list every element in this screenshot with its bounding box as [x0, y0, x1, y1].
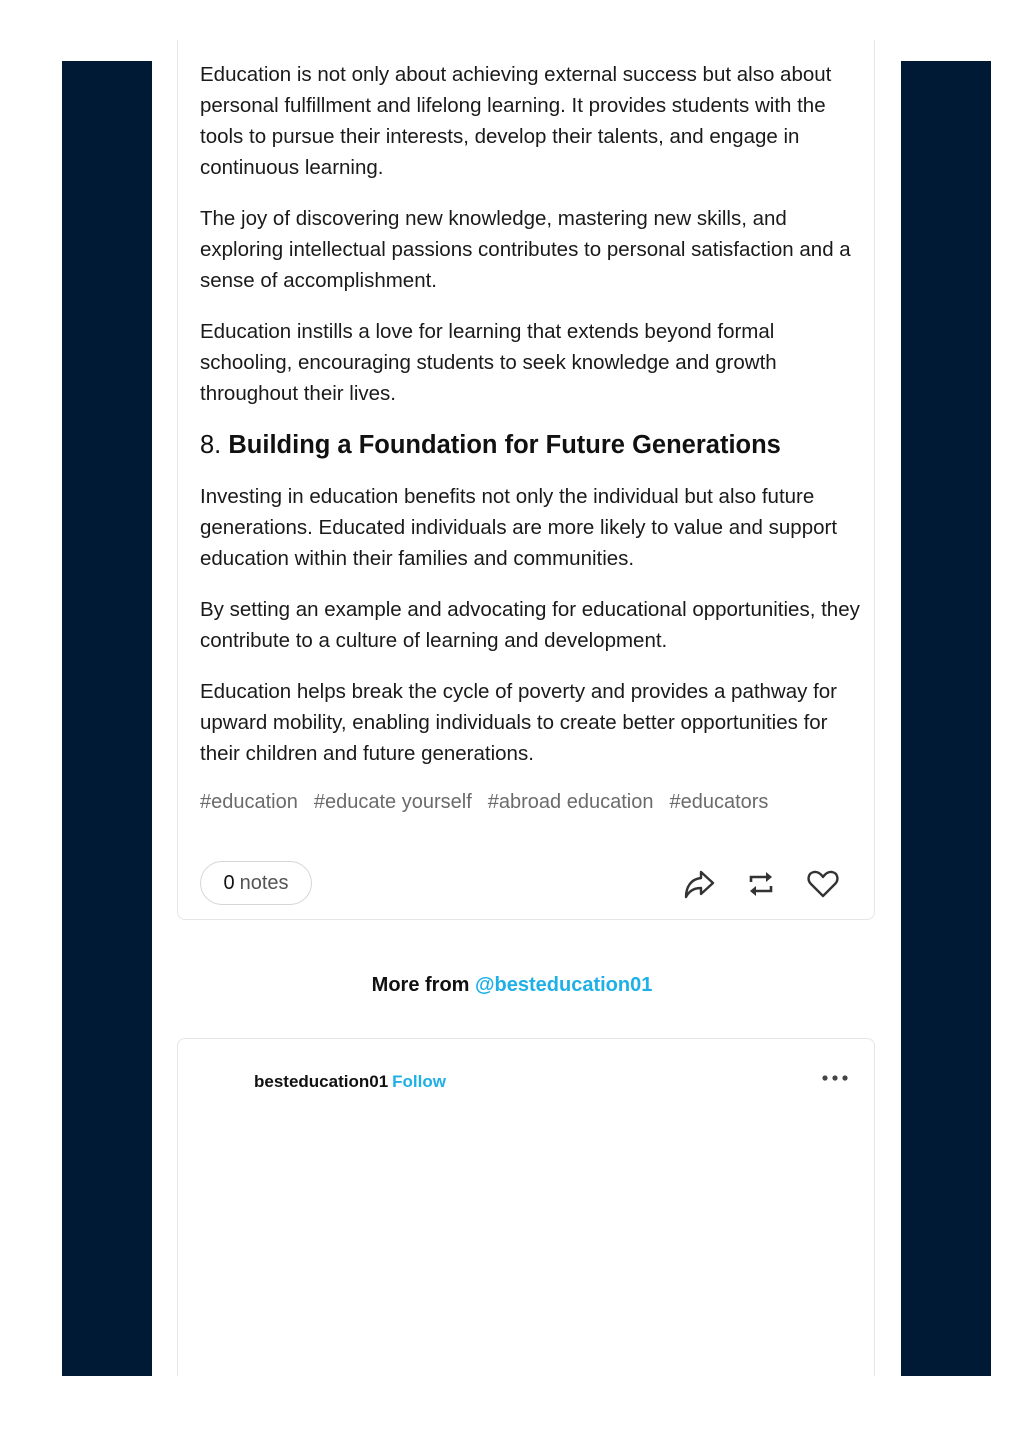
left-dark-panel	[62, 61, 152, 1376]
heading-text: Building a Foundation for Future Generations	[228, 431, 781, 459]
post-card	[177, 40, 875, 920]
post-header	[254, 1072, 446, 1092]
blog-handle-link[interactable]: @besteducation01	[475, 974, 653, 996]
more-options-icon[interactable]	[821, 1073, 849, 1083]
tag-link[interactable]: #educate yourself	[313, 791, 472, 813]
more-from-prefix: More from	[371, 974, 470, 996]
tag-link[interactable]: #educators	[669, 791, 769, 813]
blog-name-link[interactable]: besteducation01	[254, 1072, 389, 1091]
tag-link[interactable]: #education	[200, 791, 298, 813]
post-paragraph: Education helps break the cycle of poverty and provides a pathway for upward mobility, enabling individuals to create better opportunities for their children and future generations.	[200, 680, 838, 765]
section-heading	[200, 425, 860, 465]
notes-count: 0	[223, 871, 235, 894]
like-icon[interactable]	[806, 867, 840, 901]
notes-button[interactable]	[200, 861, 312, 905]
post-body	[200, 59, 860, 817]
more-from-heading	[0, 974, 1024, 997]
share-icon[interactable]	[682, 867, 716, 901]
heading-number: 8.	[200, 431, 222, 459]
notes-label: notes	[239, 871, 289, 894]
right-dark-panel	[901, 61, 991, 1376]
post-paragraph: Education instills a love for learning that extends beyond formal schooling, encouraging students to seek knowledge and growth throughout their lives.	[200, 320, 777, 405]
tag-link[interactable]: #abroad education	[487, 791, 654, 813]
post-paragraph: Investing in education benefits not only the individual but also future generations. Educated individuals are more likely to value and support education within their families and communities.	[200, 485, 838, 570]
post-paragraph: By setting an example and advocating for educational opportunities, they contribute to a culture of learning and development.	[200, 598, 860, 652]
next-post-card	[177, 1038, 875, 1398]
tag-list	[200, 787, 860, 817]
follow-button[interactable]: Follow	[392, 1072, 446, 1091]
post-paragraph: The joy of discovering new knowledge, mastering new skills, and exploring intellectual passions contributes to personal satisfaction and a sense of accomplishment.	[200, 207, 851, 292]
post-paragraph: Education is not only about achieving external success but also about personal fulfillment and lifelong learning. It provides students with the tools to pursue their interests, develop their talents, and engage in continuous learning.	[200, 63, 832, 179]
reblog-icon[interactable]	[744, 867, 778, 901]
page-bottom-margin	[0, 1376, 1024, 1449]
